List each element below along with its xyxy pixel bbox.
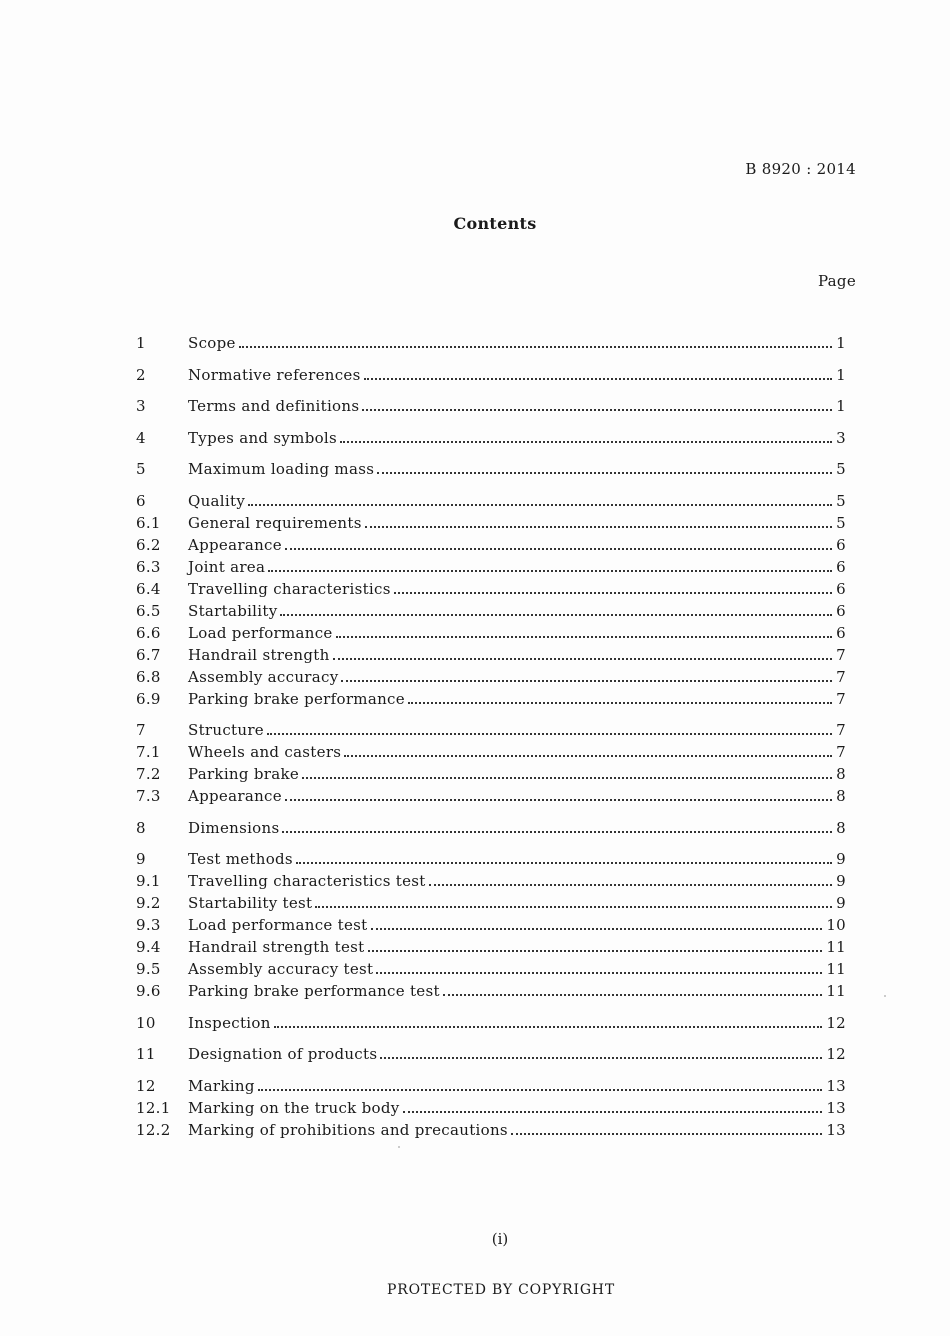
page-column-label: Page [817,272,856,290]
toc-entry-number: 7.3 [136,787,161,805]
toc-entry [136,870,846,892]
toc-entry-title: Inspection [188,1013,271,1032]
toc-dot-leader [296,862,832,864]
toc-entry-page: 9 [836,872,846,890]
toc-entry-number: 9.6 [136,982,161,1000]
toc-entry [136,980,846,1002]
toc-entry-title: Travelling characteristics [188,579,391,598]
toc-entry [136,914,846,936]
toc-entry-page: 6 [836,557,846,576]
toc-dot-leader [380,1057,822,1059]
toc-entry-title: Assembly accuracy test [188,960,374,978]
toc-entry-title: Maximum loading mass [188,460,375,478]
toc-entry-page: 7 [836,721,846,739]
toc-entry-title: Wheels and casters [188,743,342,761]
toc-entry [136,848,846,870]
toc-entry-page: 3 [836,428,846,447]
toc-entry-title: Startability test [188,894,313,912]
toc-entry-page: 8 [836,765,846,783]
toc-dot-leader [394,592,832,594]
toc-entry [136,785,846,807]
toc-entry-title: Test methods [188,850,293,868]
toc-entry-number: 6.6 [136,623,161,642]
toc-entry-page: 1 [836,397,846,415]
toc-entry [136,364,846,386]
toc-entry-number: 9.3 [136,916,161,934]
toc-entry [136,600,846,622]
toc-entry-number: 12 [136,1076,156,1095]
toc-entry-number: 12.1 [136,1098,171,1117]
toc-entry-page: 12 [826,1045,846,1063]
toc-entry-page: 11 [826,960,846,978]
toc-entry-number: 9.1 [136,872,161,890]
toc-dot-leader [511,1133,822,1135]
contents-heading: Contents [453,214,537,233]
toc-entry-page: 6 [836,623,846,642]
toc-entry-title: Types and symbols [188,428,338,447]
toc-entry [136,936,846,958]
toc-entry [136,622,846,644]
toc-entry [136,1075,846,1097]
toc-entry [136,817,846,839]
toc-entry-number: 5 [136,460,146,478]
toc-entry-title: Quality [188,491,246,510]
toc-entry [136,578,846,600]
toc-entry-title: Scope [188,334,236,352]
toc-entry-title: Marking on the truck body [188,1098,400,1117]
toc-entry [136,666,846,688]
toc-entry-number: 6.4 [136,579,161,598]
toc-entry-page: 5 [836,460,846,478]
toc-dot-leader [333,658,833,660]
footer-page-number: (i) [491,1230,509,1248]
toc-entry-title: Appearance [188,787,282,805]
toc-dot-leader [282,831,832,833]
toc-entry [136,1119,846,1141]
toc-entry [136,1097,846,1119]
toc-entry-number: 7 [136,721,146,739]
toc-entry-page: 5 [836,491,846,510]
toc-entry-number: 11 [136,1045,156,1063]
toc-entry-title: Assembly accuracy [188,667,339,686]
toc-entry-page: 11 [826,938,846,956]
toc-entry-title: Appearance [188,535,282,554]
toc-entry-page: 6 [836,535,846,554]
toc-entry-number: 6 [136,491,146,510]
toc-entry-number: 6.3 [136,557,161,576]
toc-entry [136,741,846,763]
toc-entry-page: 6 [836,579,846,598]
toc-entry [136,644,846,666]
toc-dot-leader [267,733,832,735]
toc-dot-leader [362,409,832,411]
toc-dot-leader [429,884,833,886]
toc-dot-leader [364,378,833,380]
toc-dot-leader [239,346,832,348]
toc-entry [136,719,846,741]
toc-entry-title: Parking brake performance [188,689,405,708]
toc-entry-number: 6.5 [136,601,161,620]
toc-dot-leader [268,570,832,572]
toc-dot-leader [258,1089,823,1091]
toc-entry [136,1012,846,1034]
toc-entry [136,556,846,578]
toc-entry-number: 9 [136,850,146,868]
toc-entry-page: 10 [826,916,846,934]
toc-entry-number: 1 [136,334,146,352]
toc-entry-number: 12.2 [136,1120,171,1139]
toc-entry-number: 9.5 [136,960,161,978]
toc-entry-number: 6.9 [136,689,161,708]
toc-entry-number: 6.1 [136,513,161,532]
toc-entry [136,763,846,785]
toc-entry-number: 8 [136,818,146,837]
toc-entry-number: 3 [136,397,146,415]
toc-dot-leader [371,928,823,930]
toc-entry-page: 1 [836,365,846,384]
toc-entry-title: General requirements [188,513,362,532]
toc-dot-leader [443,994,823,996]
toc-entry-page: 7 [836,689,846,708]
toc-entry-page: 8 [836,787,846,805]
toc-dot-leader [248,504,832,506]
toc-dot-leader [408,702,832,704]
toc-entry [136,512,846,534]
toc-dot-leader [376,972,822,974]
toc-entry-page: 7 [836,743,846,761]
toc-entry-number: 9.2 [136,894,161,912]
toc-dot-leader [285,799,832,801]
toc-entry-title: Normative references [188,365,361,384]
toc-entry-page: 6 [836,601,846,620]
toc-dot-leader [336,636,833,638]
table-of-contents [136,332,846,1141]
toc-dot-leader [302,777,832,779]
toc-entry-number: 7.1 [136,743,161,761]
toc-entry-title: Load performance test [188,916,368,934]
toc-dot-leader [341,680,832,682]
toc-entry [136,958,846,980]
toc-entry-page: 5 [836,513,846,532]
toc-entry [136,332,846,354]
toc-entry-title: Marking [188,1076,255,1095]
toc-entry-number: 10 [136,1013,156,1032]
toc-entry-title: Travelling characteristics test [188,872,426,890]
toc-entry [136,892,846,914]
toc-entry [136,458,846,480]
toc-entry-page: 13 [826,1120,846,1139]
toc-entry [136,490,846,512]
toc-entry-title: Startability [188,601,278,620]
toc-dot-leader [315,906,832,908]
toc-entry-title: Designation of products [188,1045,378,1063]
toc-entry-page: 11 [826,982,846,1000]
toc-dot-leader [340,441,832,443]
toc-dot-leader [403,1111,823,1113]
scan-speck [398,1146,400,1148]
toc-entry-title: Parking brake [188,765,300,783]
toc-entry-title: Terms and definitions [188,397,360,415]
toc-entry-number: 6.2 [136,535,161,554]
toc-entry [136,1043,846,1065]
toc-entry-page: 13 [826,1098,846,1117]
toc-entry-title: Marking of prohibitions and precautions [188,1120,508,1139]
toc-entry-title: Parking brake performance test [188,982,440,1000]
toc-entry-number: 4 [136,428,146,447]
toc-dot-leader [344,755,832,757]
toc-entry [136,534,846,556]
toc-dot-leader [274,1026,823,1028]
toc-entry-title: Structure [188,721,264,739]
toc-entry-page: 8 [836,818,846,837]
toc-entry-number: 2 [136,365,146,384]
toc-entry-page: 13 [826,1076,846,1095]
toc-dot-leader [377,472,832,474]
document-id: B 8920 : 2014 [745,160,856,178]
toc-entry-page: 9 [836,894,846,912]
toc-dot-leader [368,950,823,952]
toc-entry [136,688,846,710]
toc-entry-title: Handrail strength test [188,938,365,956]
toc-entry [136,427,846,449]
toc-dot-leader [285,548,832,550]
toc-entry-title: Joint area [188,557,266,576]
toc-entry-page: 7 [836,645,846,664]
toc-entry-number: 7.2 [136,765,161,783]
toc-entry-number: 6.7 [136,645,161,664]
toc-entry-title: Dimensions [188,818,280,837]
toc-entry [136,395,846,417]
toc-entry-page: 1 [836,334,846,352]
toc-entry-number: 9.4 [136,938,161,956]
copyright-notice: PROTECTED BY COPYRIGHT [387,1282,615,1298]
toc-dot-leader [365,526,832,528]
toc-entry-page: 12 [826,1013,846,1032]
toc-entry-title: Load performance [188,623,333,642]
scan-speck [884,995,886,997]
toc-entry-page: 7 [836,667,846,686]
toc-entry-page: 9 [836,850,846,868]
toc-entry-number: 6.8 [136,667,161,686]
toc-dot-leader [280,614,832,616]
toc-entry-title: Handrail strength [188,645,330,664]
